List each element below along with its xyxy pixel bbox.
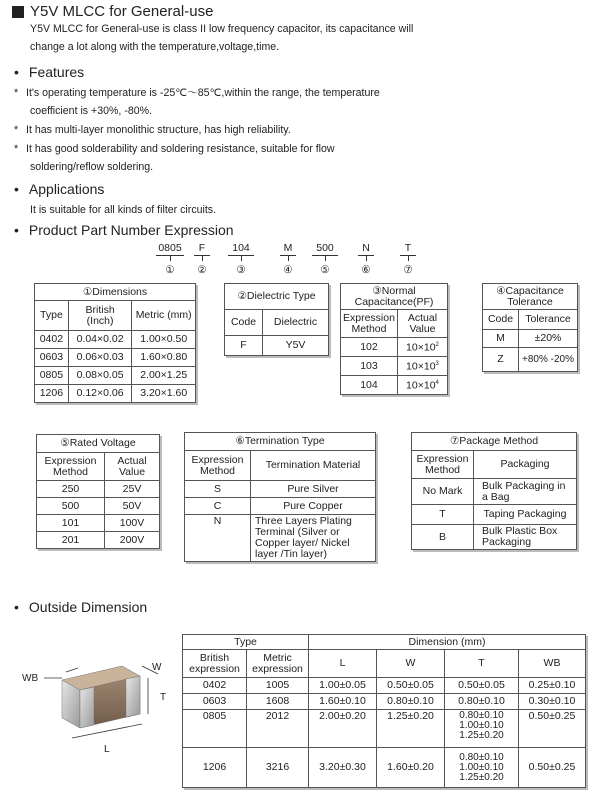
cell: 0.50±0.05	[445, 678, 519, 694]
col-header: T	[445, 650, 519, 678]
cell: 0.06×0.03	[68, 349, 132, 367]
applications-heading: Applications	[28, 181, 105, 197]
applications-heading-row	[14, 181, 104, 197]
col-header: L	[309, 650, 377, 678]
package-title: ⑦Package Method	[412, 433, 577, 451]
table-row	[185, 498, 376, 515]
col-header: Expression Method	[341, 310, 398, 338]
features-heading-row	[14, 64, 84, 80]
cell: 0.80±0.10	[377, 694, 445, 710]
table-row	[483, 348, 578, 372]
bullet-icon: •	[14, 599, 19, 615]
cell: Bulk Plastic Box Packaging	[474, 525, 577, 550]
col-header: Type	[35, 301, 69, 331]
cell: T	[412, 505, 474, 525]
t-label: T	[160, 692, 167, 703]
col-header: Actual Value	[397, 310, 447, 338]
star-icon: *	[14, 143, 19, 155]
tolerance-title: ④Capacitance Tolerance	[483, 284, 578, 310]
feature-1-line-2: coefficient is +30%, -80%.	[30, 105, 152, 117]
col-header: Packaging	[474, 451, 577, 479]
col-header: Expression Method	[37, 453, 105, 481]
pn-code: F	[198, 242, 206, 254]
cell: ±20%	[519, 330, 578, 348]
cell: 1206	[35, 385, 69, 403]
pn-code: N	[362, 242, 370, 254]
col-header: Code	[483, 310, 519, 330]
pn-code: 0805	[158, 242, 182, 254]
pn-number: ⑦	[403, 264, 413, 276]
pn-tick	[288, 255, 289, 261]
cell: +80% -20%	[519, 348, 578, 372]
feature-text: It's operating temperature is -25℃～85℃,within the range, the temperature	[26, 87, 380, 99]
col-header: Code	[225, 310, 263, 336]
cell: 0402	[183, 678, 247, 694]
cell: 1.00×0.50	[132, 331, 196, 349]
cell: 1608	[247, 694, 309, 710]
table-row	[483, 330, 578, 348]
cell: 25V	[105, 481, 160, 498]
capacitance-table	[340, 283, 448, 395]
table-row	[225, 336, 329, 356]
chip-left-band	[80, 687, 94, 728]
cell: Pure Silver	[251, 481, 376, 498]
w-label: W	[152, 662, 162, 673]
pn-number: ③	[236, 264, 246, 276]
tolerance-table	[482, 283, 578, 372]
pn-number: ④	[283, 264, 293, 276]
type-header: Type	[183, 635, 309, 650]
table-row	[37, 515, 160, 532]
pn-code: 104	[232, 242, 250, 254]
cell: 0.08×0.05	[68, 367, 132, 385]
pn-tick	[408, 255, 409, 261]
cell: 102	[341, 338, 398, 357]
cell: 1.00±0.05	[309, 678, 377, 694]
cell: Three Layers Plating Terminal (Silver or Copper layer/ Nickel layer /Tin layer)	[251, 515, 376, 562]
dielectric-title: ②Dielectric Type	[225, 284, 329, 310]
cell: 3.20±0.30	[309, 748, 377, 788]
cell: 0.12×0.06	[68, 385, 132, 403]
table-row	[412, 525, 577, 550]
col-header: WB	[519, 650, 586, 678]
col-header: Dielectric	[263, 310, 329, 336]
col-header: Actual Value	[105, 453, 160, 481]
cell	[397, 376, 447, 395]
cell: 0.04×0.02	[68, 331, 132, 349]
cell: 2012	[247, 710, 309, 748]
cell: 104	[341, 376, 398, 395]
cell: 101	[37, 515, 105, 532]
cell: 201	[37, 532, 105, 549]
value-base: 10×10	[406, 360, 436, 373]
cell: 1005	[247, 678, 309, 694]
voltage-title: ⑤Rated Voltage	[37, 435, 160, 453]
col-header: Expression Method	[412, 451, 474, 479]
table-row	[35, 367, 196, 385]
capacitance-title: ③Normal Capacitance(PF)	[341, 284, 448, 310]
dimensions-table	[34, 283, 196, 403]
cell: 0.50±0.25	[519, 748, 586, 788]
cell: Z	[483, 348, 519, 372]
ppn-heading-row	[14, 222, 234, 238]
cell: F	[225, 336, 263, 356]
pn-code: M	[283, 242, 293, 254]
table-row	[35, 331, 196, 349]
ppn-heading: Product Part Number Expression	[28, 222, 234, 238]
termination-table	[184, 432, 376, 562]
cell: 1.60×0.80	[132, 349, 196, 367]
pn-code: 500	[316, 242, 334, 254]
features-heading: Features	[28, 64, 85, 80]
table-row	[183, 694, 586, 710]
l-label: L	[104, 744, 110, 755]
cell: 0.30±0.10	[519, 694, 586, 710]
cell: 0402	[35, 331, 69, 349]
feature-text: It has multi-layer monolithic structure, has high reliability.	[26, 124, 291, 136]
table-row	[35, 349, 196, 367]
pn-number: ⑤	[320, 264, 330, 276]
cell	[397, 357, 447, 376]
package-table	[411, 432, 577, 550]
feature-3-line-2: soldering/reflow soldering.	[30, 161, 154, 173]
value-base: 10×10	[406, 379, 436, 392]
cell: 1.25±0.20	[377, 710, 445, 748]
table-row	[183, 710, 586, 748]
cell: 0.50±0.25	[519, 710, 586, 748]
dimensions-title: ①Dimensions	[35, 284, 196, 301]
feature-text: It has good solderability and soldering resistance, suitable for flow	[26, 143, 335, 155]
cell: 0603	[35, 349, 69, 367]
cell: 250	[37, 481, 105, 498]
table-row	[185, 481, 376, 498]
table-row	[183, 678, 586, 694]
applications-text: It is suitable for all kinds of filter circuits.	[30, 204, 217, 216]
pn-number: ①	[165, 264, 175, 276]
col-header: Tolerance	[519, 310, 578, 330]
col-header: British (Inch)	[68, 301, 132, 331]
dielectric-table	[224, 283, 329, 356]
cell: 3216	[247, 748, 309, 788]
cell: 0.50±0.05	[377, 678, 445, 694]
col-header: British expression	[183, 650, 247, 678]
table-row	[412, 505, 577, 525]
intro-line-2: change a lot along with the temperature,voltage,time.	[30, 41, 280, 53]
col-header: Metric (mm)	[132, 301, 196, 331]
cell: 0.80±0.10 1.00±0.10 1.25±0.20	[445, 748, 519, 788]
bullet-icon: •	[14, 64, 19, 80]
table-row	[37, 498, 160, 515]
capacitor-diagram	[22, 658, 172, 758]
termination-title: ⑥Termination Type	[185, 433, 376, 451]
cell: Taping Packaging	[474, 505, 577, 525]
table-row	[341, 338, 448, 357]
table-row	[37, 481, 160, 498]
cell: 50V	[105, 498, 160, 515]
cell: C	[185, 498, 251, 515]
cell: 200V	[105, 532, 160, 549]
pn-number: ⑥	[361, 264, 371, 276]
pn-number: ②	[197, 264, 207, 276]
cell: 500	[37, 498, 105, 515]
feature-3-line-1	[14, 140, 335, 158]
cell: 2.00±0.20	[309, 710, 377, 748]
pn-tick	[325, 255, 326, 261]
cell: 2.00×1.25	[132, 367, 196, 385]
table-row	[183, 748, 586, 788]
cell: 0.80±0.10	[445, 694, 519, 710]
cell: 1206	[183, 748, 247, 788]
cell: 0805	[183, 710, 247, 748]
cell: Bulk Packaging in a Bag	[474, 479, 577, 505]
chip-right-end	[126, 676, 140, 717]
page-title-row	[12, 3, 213, 20]
part-number-diagram	[156, 242, 426, 278]
cell: Y5V	[263, 336, 329, 356]
col-header: Expression Method	[185, 451, 251, 481]
feature-2	[14, 121, 291, 139]
dimension-header: Dimension (mm)	[309, 635, 586, 650]
col-header: Metric expression	[247, 650, 309, 678]
table-row	[341, 357, 448, 376]
cell: 103	[341, 357, 398, 376]
voltage-table	[36, 434, 160, 549]
value-base: 10×10	[406, 341, 436, 354]
star-icon: *	[14, 124, 19, 136]
feature-1-line-1	[14, 84, 380, 102]
table-row	[185, 515, 376, 562]
pn-code: T	[404, 242, 412, 254]
outside-dimension-table	[182, 634, 586, 788]
cell: 0.80±0.10 1.00±0.10 1.25±0.20	[445, 710, 519, 748]
col-header: W	[377, 650, 445, 678]
value-exp: 3	[435, 361, 439, 368]
table-row	[341, 376, 448, 395]
value-exp: 4	[435, 380, 439, 387]
value-exp: 2	[435, 342, 439, 349]
cell: 1.60±0.20	[377, 748, 445, 788]
table-row	[412, 479, 577, 505]
cell: 0805	[35, 367, 69, 385]
table-row	[35, 385, 196, 403]
cell	[397, 338, 447, 357]
cell: No Mark	[412, 479, 474, 505]
pn-tick	[241, 255, 242, 261]
cell: B	[412, 525, 474, 550]
wb-label: WB	[22, 673, 39, 684]
cell: 0.25±0.10	[519, 678, 586, 694]
cell: Pure Copper	[251, 498, 376, 515]
cell: N	[185, 515, 251, 562]
title-square-icon	[12, 6, 24, 18]
intro-line-1: Y5V MLCC for General-use is class II low frequency capacitor, its capacitance will	[30, 23, 414, 35]
pn-tick	[170, 255, 171, 261]
cell: 3.20×1.60	[132, 385, 196, 403]
outside-heading-row	[14, 599, 147, 615]
col-header: Termination Material	[251, 451, 376, 481]
pn-tick	[366, 255, 367, 261]
cell: S	[185, 481, 251, 498]
wb-dimension-line	[66, 668, 78, 672]
page-title: Y5V MLCC for General-use	[30, 3, 214, 20]
bullet-icon: •	[14, 181, 19, 197]
pn-tick	[202, 255, 203, 261]
cell: 100V	[105, 515, 160, 532]
cell: M	[483, 330, 519, 348]
cell: 0603	[183, 694, 247, 710]
star-icon: *	[14, 87, 19, 99]
bullet-icon: •	[14, 222, 19, 238]
outside-heading: Outside Dimension	[28, 599, 148, 615]
cell: 1.60±0.10	[309, 694, 377, 710]
table-row	[37, 532, 160, 549]
